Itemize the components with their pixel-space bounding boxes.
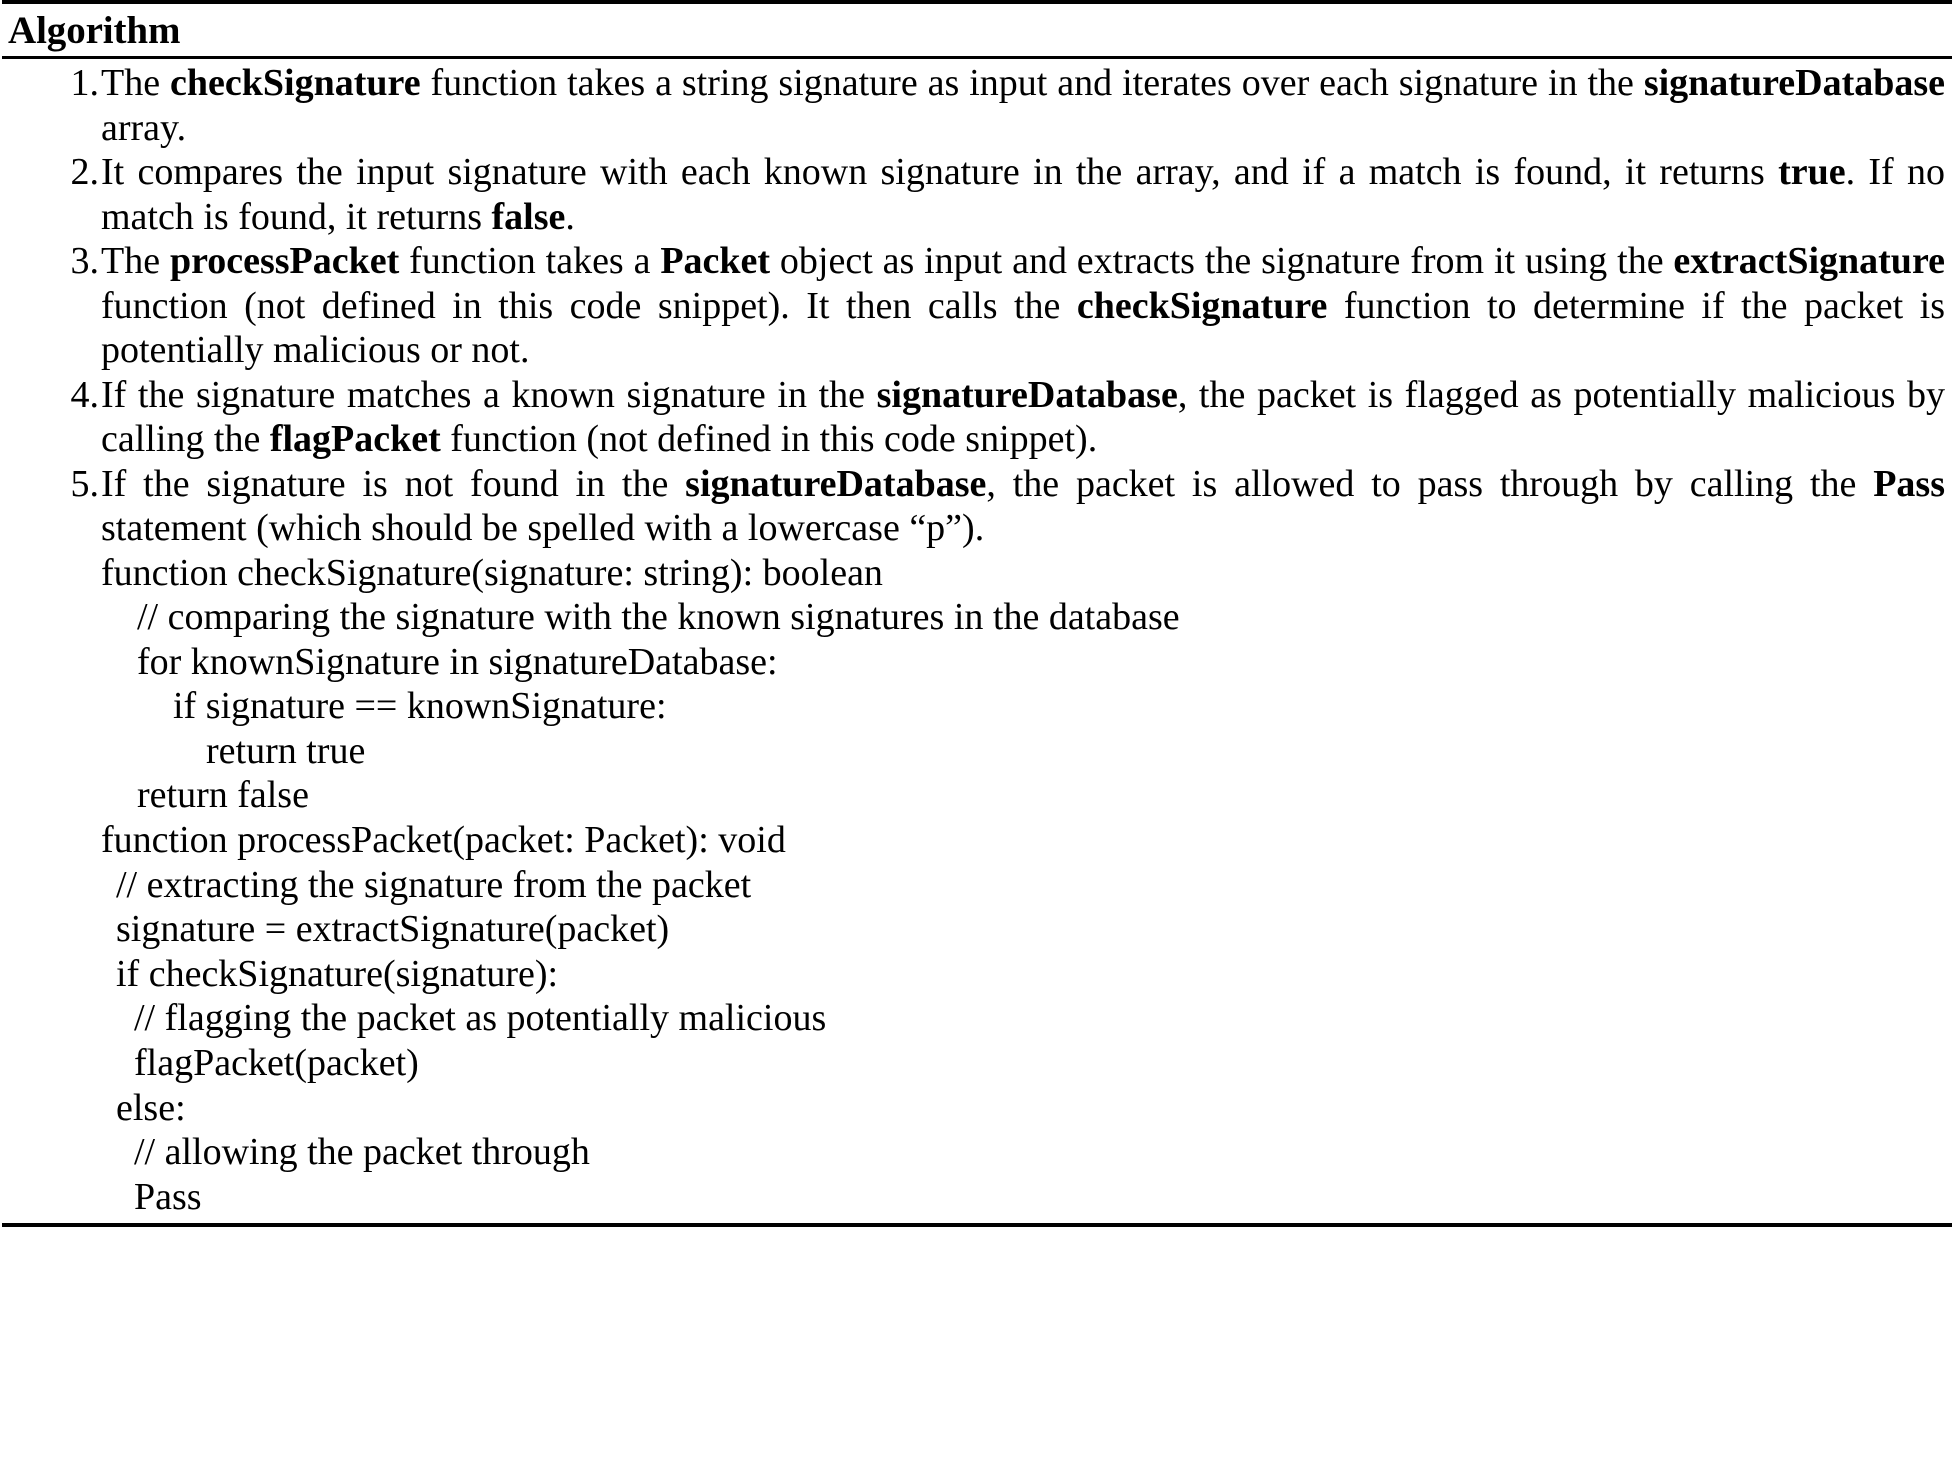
step-text-run: object as input and extracts the signature from it using the: [770, 240, 1674, 282]
code-line: function processPacket(packet: Packet): void: [101, 819, 786, 862]
algorithm-step: [9, 239, 1945, 373]
step-text-run: , the packet is flagged as potentially malicious by calling the: [101, 373, 1945, 460]
emphasized-term: Pass: [1873, 462, 1946, 505]
code-line: signature = extractSignature(packet): [116, 908, 670, 951]
step-text-run: If the signature is not found in the: [101, 462, 686, 505]
emphasized-term: false: [491, 195, 566, 238]
code-line: function checkSignature(signature: string): boolean: [101, 551, 883, 594]
step-text-run: function (not defined in this code snippet). It then calls the: [101, 284, 1077, 327]
step-text-run: function (not defined in this code snippet).: [440, 418, 1098, 460]
algorithm-body: [0, 59, 1954, 1223]
code-line: if checkSignature(signature):: [116, 952, 559, 995]
algorithm-title: Algorithm: [8, 9, 181, 52]
emphasized-term: flagPacket: [269, 418, 441, 460]
code-line: Pass: [134, 1175, 202, 1218]
step-number: 4.: [70, 373, 99, 416]
step-text: [101, 239, 1945, 373]
step-text: [101, 61, 1945, 150]
step-text-run: If the signature matches a known signature in the: [101, 373, 877, 416]
step-text-run: The: [101, 62, 171, 104]
step-number: 2.: [70, 151, 99, 193]
step-text-run: statement (which should be spelled with a lowercase “p”).: [101, 507, 985, 549]
emphasized-term: signatureDatabase: [876, 373, 1178, 416]
code-line: return true: [206, 729, 366, 772]
step-text-run: function to determine if the packet is potentially malicious or not.: [101, 284, 1945, 371]
code-line: return false: [137, 774, 309, 817]
code-line: // allowing the packet through: [134, 1131, 590, 1174]
code-line: flagPacket(packet): [134, 1042, 419, 1085]
algorithm-step: [9, 150, 1945, 239]
step-text: [101, 373, 1945, 462]
step-text-run: function takes a string signature as input and iterates over each signature in the: [420, 62, 1644, 104]
step-text-run: The: [101, 240, 170, 282]
algorithm-steps-list: [9, 61, 1945, 551]
algorithm-step: [9, 61, 1945, 150]
step-number: 1.: [70, 62, 99, 104]
code-line: // flagging the packet as potentially malicious: [134, 997, 827, 1040]
code-line: // comparing the signature with the known signatures in the database: [137, 596, 1180, 639]
step-text-run: function takes a: [399, 240, 661, 282]
emphasized-term: checkSignature: [1076, 284, 1328, 327]
code-line: // extracting the signature from the packet: [116, 863, 752, 906]
bottom-rule: [2, 1223, 1952, 1227]
code-line: for knownSignature in signatureDatabase:: [137, 640, 778, 683]
algorithm-step: [9, 462, 1945, 551]
emphasized-term: true: [1778, 151, 1846, 193]
pseudocode-block: [9, 551, 1945, 1220]
step-text: [101, 462, 1945, 551]
code-line: if signature == knownSignature:: [173, 685, 667, 728]
code-line: else:: [116, 1086, 186, 1129]
step-text-run: . If no match is found, it returns: [101, 151, 1945, 238]
step-text-run: .: [565, 195, 575, 238]
emphasized-term: checkSignature: [170, 62, 421, 104]
algorithm-step: [9, 373, 1945, 462]
emphasized-term: signatureDatabase: [1643, 62, 1946, 104]
step-number: 3.: [70, 240, 99, 282]
step-number: 5.: [70, 462, 99, 505]
step-text-run: , the packet is allowed to pass through by calling the: [986, 462, 1874, 505]
step-text: [101, 150, 1945, 239]
emphasized-term: Packet: [660, 240, 771, 282]
emphasized-term: signatureDatabase: [685, 462, 987, 505]
step-text-run: array.: [101, 106, 187, 149]
emphasized-term: processPacket: [169, 240, 400, 282]
step-text-run: It compares the input signature with each known signature in the array, and if a match is found, it returns: [101, 151, 1779, 193]
emphasized-term: extractSignature: [1673, 240, 1945, 282]
